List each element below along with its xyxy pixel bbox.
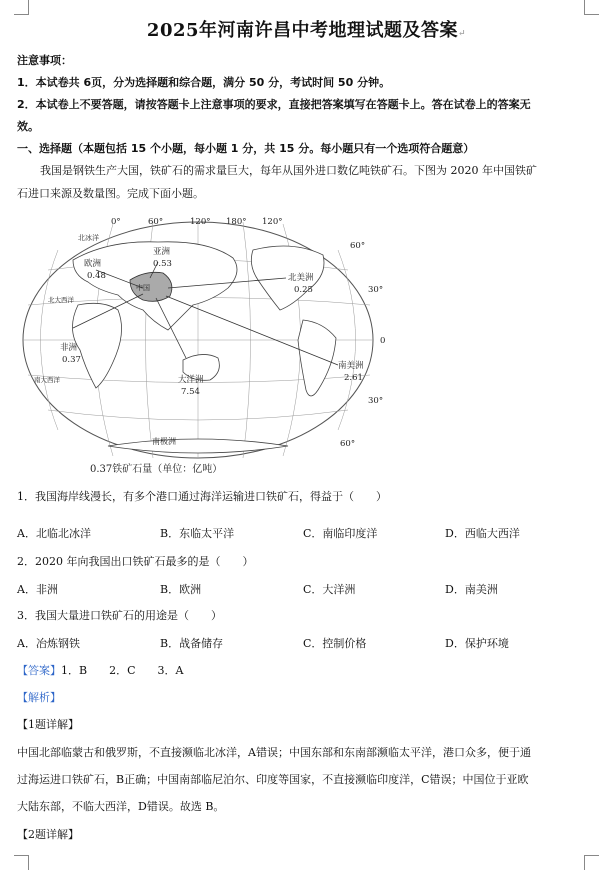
source-value-asia: 0.53	[153, 259, 172, 269]
detail-1-line1: 中国北部临蒙古和俄罗斯，不直接濒临北冰洋，A错误；中国东部和东南部濒临太平洋，港口众多，便于通	[17, 746, 531, 759]
source-name-europe: 欧洲	[84, 259, 102, 269]
title-text: 2025年河南许昌中考地理试题及答案	[146, 20, 459, 41]
ocean-label-north-atlantic: 北大西洋	[48, 296, 74, 304]
source-name-oceania: 大洋洲	[178, 375, 204, 385]
antarctica-label: 南极洲	[152, 437, 176, 446]
section-1-heading: 一、选择题（本题包括 15 个小题，每小题 1 分，共 15 分。每小题只有一个选项符合题意）	[17, 142, 475, 155]
intro-line1: 我国是钢铁生产大国，铁矿石的需求量巨大，每年从国外进口数亿吨铁矿石。下图为 2020 年中国铁矿	[40, 164, 537, 177]
paragraph-mark: ↵	[458, 29, 467, 39]
notice-1: 1．本试卷共 6页，分为选择题和综合题，满分 50 分，考试时间 50 分钟。	[17, 76, 391, 89]
question-1-option-a[interactable]: A．北临北冰洋	[17, 527, 91, 540]
question-2-option-c[interactable]: C．大洋洲	[303, 583, 356, 596]
question-3-stem: 3．我国大量进口铁矿石的用途是（ ）	[17, 609, 222, 622]
question-1-option-d[interactable]: D．西临大西洋	[445, 527, 520, 540]
source-value-africa: 0.37	[62, 355, 81, 365]
source-name-africa: 非洲	[60, 343, 78, 353]
answer-text: 1．B 2．C 3．A	[61, 664, 184, 677]
question-1-option-c[interactable]: C．南临印度洋	[303, 527, 378, 540]
question-3-option-b[interactable]: B．战备储存	[160, 637, 224, 650]
question-3-option-c[interactable]: C．控制价格	[303, 637, 367, 650]
lon-label-180: 180°	[226, 217, 247, 227]
source-value-oceania: 7.54	[181, 387, 200, 397]
crop-mark-top-left	[14, 0, 29, 15]
lon-label-120: 120°	[190, 217, 211, 227]
lon-label-60: 60°	[148, 217, 164, 227]
china-label: 中国	[136, 284, 150, 292]
iron-ore-import-map	[18, 210, 390, 480]
question-1-stem: 1．我国海岸线漫长，有多个港口通过海洋运输进口铁矿石，得益于（ ）	[17, 490, 387, 503]
lat-label-30s: 30°	[368, 396, 384, 406]
lat-label-0: 0	[380, 336, 386, 346]
source-value-south-america: 2.61	[344, 373, 363, 383]
ocean-label-arctic: 北冰洋	[78, 234, 99, 242]
answer-label: 【答案】	[17, 664, 61, 677]
lat-label-30n: 30°	[368, 285, 384, 295]
detail-1-line3: 大陆东部，不临大西洋，D错误。故选 B。	[17, 800, 225, 813]
source-name-north-america: 北美洲	[288, 273, 314, 283]
detail-1-line2: 过海运进口铁矿石，B正确；中国南部临尼泊尔、印度等国家，不直接濒临印度洋，C错误；中国位于亚欧	[17, 773, 529, 786]
intro-line2: 石进口来源及数量图。完成下面小题。	[17, 187, 204, 200]
question-2-stem: 2．2020 年向我国出口铁矿石最多的是（ ）	[17, 555, 254, 568]
question-2-option-d[interactable]: D．南美洲	[445, 583, 498, 596]
question-3-option-a[interactable]: A．冶炼钢铁	[17, 637, 80, 650]
document-title	[0, 16, 613, 42]
analysis-label: 【解析】	[17, 691, 61, 704]
map-legend: 0.37铁矿石量（单位：亿吨）	[90, 464, 223, 475]
question-3-option-d[interactable]: D．保护环境	[445, 637, 509, 650]
question-2-option-a[interactable]: A．非洲	[17, 583, 58, 596]
lon-label-0: 0°	[111, 217, 121, 227]
lon-label-120w: 120°	[262, 217, 283, 227]
question-1-option-b[interactable]: B．东临太平洋	[160, 527, 235, 540]
lat-label-60s: 60°	[340, 439, 356, 449]
answer-line	[17, 662, 183, 678]
notice-2-line2: 效。	[17, 120, 39, 133]
crop-mark-top-right	[584, 0, 599, 15]
question-2-option-b[interactable]: B．欧洲	[160, 583, 202, 596]
source-name-south-america: 南美洲	[338, 361, 364, 371]
detail-2-label: 【2题详解】	[17, 828, 79, 841]
source-name-asia: 亚洲	[153, 247, 171, 257]
detail-1-label: 【1题详解】	[17, 718, 79, 731]
lat-label-60n: 60°	[350, 241, 366, 251]
notice-2-line1: 2．本试卷上不要答题，请按答题卡上注意事项的要求，直接把答案填写在答题卡上。答在试卷上的答案无	[17, 98, 531, 111]
source-value-europe: 0.48	[87, 271, 106, 281]
source-value-north-america: 0.25	[294, 285, 313, 295]
ocean-label-south-atlantic: 南大西洋	[34, 376, 60, 384]
crop-mark-bottom-right	[584, 855, 599, 870]
notice-heading: 注意事项：	[17, 54, 72, 67]
crop-mark-bottom-left	[14, 855, 29, 870]
